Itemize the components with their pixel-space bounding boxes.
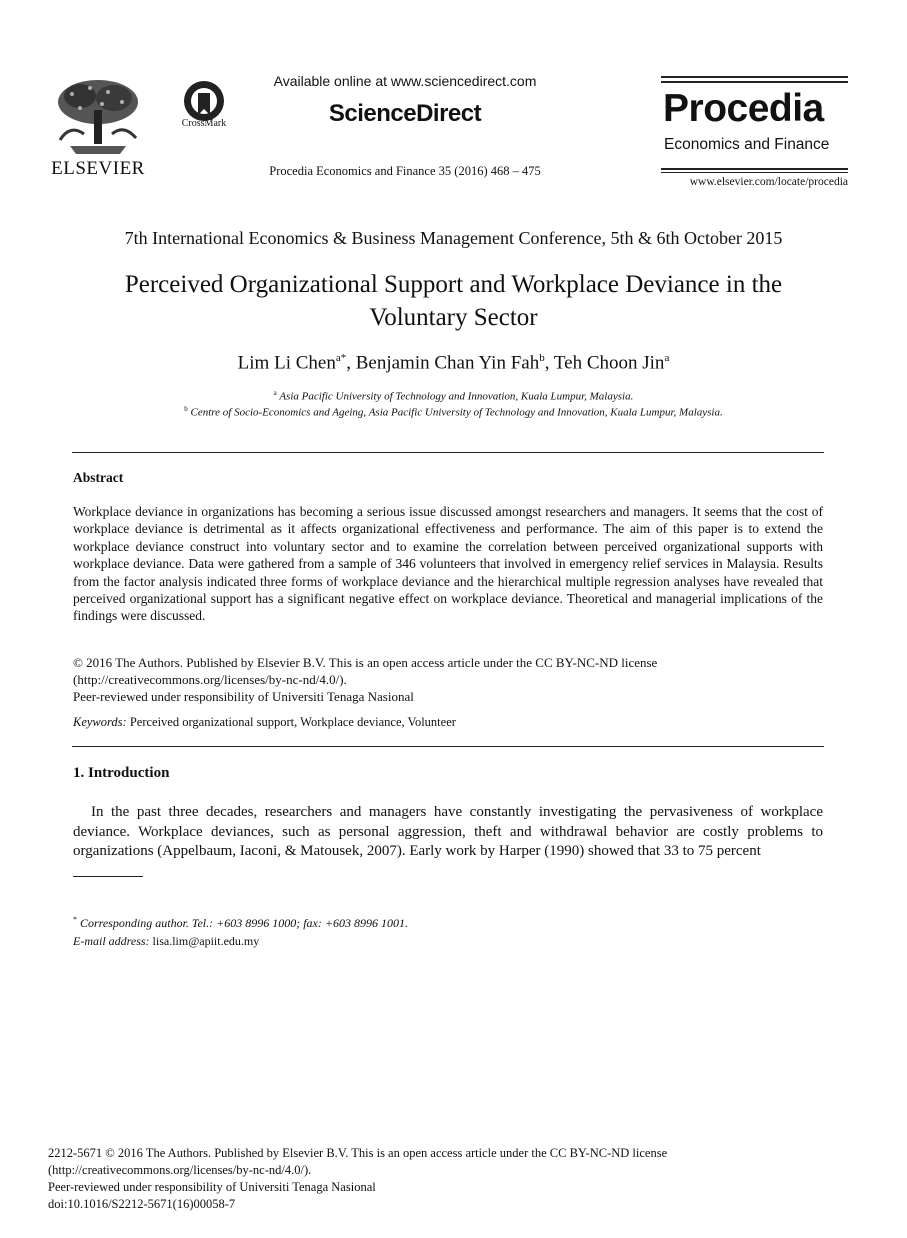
procedia-logo: Procedia xyxy=(663,87,824,130)
affiliation-text: Centre of Socio-Economics and Ageing, Asia Pacific University of Technology and Innovation, Kuala Lumpur, Malaysia. xyxy=(190,406,723,419)
affiliation-text: Asia Pacific University of Technology and Innovation, Kuala Lumpur, Malaysia. xyxy=(279,390,634,403)
author-affiliation-mark: a* xyxy=(335,352,347,364)
procedia-subtitle: Economics and Finance xyxy=(664,136,830,153)
conference-name: 7th International Economics & Business Management Conference, 5th & 6th October 2015 xyxy=(124,228,783,248)
copyright-line: © 2016 The Authors. Published by Elsevier B.V. This is an open access article under the CC BY-NC-ND license xyxy=(73,655,658,670)
author-affiliation-mark: b xyxy=(539,352,545,364)
procedia-bottom-rule-2 xyxy=(661,172,848,173)
procedia-top-rule xyxy=(661,76,848,78)
peer-review-line: Peer-reviewed under responsibility of Universiti Tenaga Nasional xyxy=(73,689,414,704)
section-heading: 1. Introduction xyxy=(73,765,170,781)
abstract-heading: Abstract xyxy=(73,470,124,485)
affiliation-a xyxy=(40,389,867,403)
divider xyxy=(72,452,824,453)
footnote-mark: * xyxy=(73,915,77,924)
doi[interactable]: doi:10.1016/S2212-5671(16)00058-7 xyxy=(48,1197,236,1211)
footnote-text: Corresponding author. Tel.: +603 8996 1000; fax: +603 8996 1001. xyxy=(80,916,408,930)
footer-license-link[interactable]: (http://creativecommons.org/licenses/by-nc-nd/4.0/). xyxy=(48,1163,312,1177)
paper-title xyxy=(60,268,847,334)
procedia-top-rule-2 xyxy=(661,81,848,83)
procedia-bottom-rule xyxy=(661,168,848,170)
sciencedirect-logo: ScienceDirect xyxy=(328,100,482,127)
title-line-2: Voluntary Sector xyxy=(369,304,538,331)
email-footnote xyxy=(73,934,259,949)
keywords-label: Keywords: xyxy=(73,715,127,729)
issn-copyright-line: 2212-5671 © 2016 The Authors. Published by Elsevier B.V. This is an open access article under the CC BY-NC-ND license xyxy=(48,1146,668,1160)
author-affiliation-mark: a xyxy=(664,352,670,364)
author-list xyxy=(40,352,867,374)
author-name: Benjamin Chan Yin Fah xyxy=(355,352,540,374)
abstract-body: Workplace deviance in organizations has becoming a serious issue discussed amongst researchers and managers. It seems that the cost of workplace deviance is detrimental as it affects organizational effectiveness and performance. The aim of this paper is to extend the workplace deviance construct into voluntary sector and to examine the correlation between perceived organizational supports with workplace deviance. Data were gathered from a sample of 346 volunteers that involved in emergency relief services in Malaysia. Results from the factor analysis indicated three forms of workplace deviance and the hierarchical multiple regression analyses have revealed that perceived organizational support has a significant negative effect on workplace deviance. Theoretical and managerial implications of the findings were discussed. xyxy=(73,504,823,624)
publisher-name: ELSEVIER xyxy=(51,158,145,179)
divider xyxy=(72,746,824,747)
title-line-1: Perceived Organizational Support and Workplace Deviance in the xyxy=(124,271,783,298)
license-link[interactable]: (http://creativecommons.org/licenses/by-nc-nd/4.0/). xyxy=(73,672,347,687)
footnote-rule xyxy=(73,876,143,877)
keywords-text: Perceived organizational support, Workplace deviance, Volunteer xyxy=(129,715,456,729)
author-separator: , xyxy=(544,352,554,374)
author-separator: , xyxy=(346,352,356,374)
crossmark-label: CrossMark xyxy=(181,118,227,129)
available-online-text: Available online at www.sciencedirect.com xyxy=(273,73,537,89)
email-label: E-mail address: xyxy=(73,934,150,948)
footer-peer-review: Peer-reviewed under responsibility of Universiti Tenaga Nasional xyxy=(48,1180,376,1194)
affiliation-mark: b xyxy=(184,405,188,413)
author-name: Teh Choon Jin xyxy=(553,352,665,374)
affiliation-mark: a xyxy=(273,389,277,397)
affiliation-b xyxy=(40,405,867,419)
author-name: Lim Li Chen xyxy=(237,352,336,374)
journal-reference: Procedia Economics and Finance 35 (2016) 468 – 475 xyxy=(269,164,541,178)
procedia-url[interactable]: www.elsevier.com/locate/procedia xyxy=(689,176,848,188)
keywords xyxy=(73,715,456,730)
email-address[interactable]: lisa.lim@apiit.edu.my xyxy=(152,934,260,948)
corresponding-author-footnote xyxy=(73,915,408,931)
introduction-body: In the past three decades, researchers and managers have constantly investigating the pervasiveness of workplace deviance. Workplace deviances, such as personal aggression, theft and withdrawal behavior are costly problems to organizations (Appelbaum, Iaconi, & Matousek, 2007). Early work by Harper (1990) showed that 33 to 75 percent xyxy=(73,804,823,860)
